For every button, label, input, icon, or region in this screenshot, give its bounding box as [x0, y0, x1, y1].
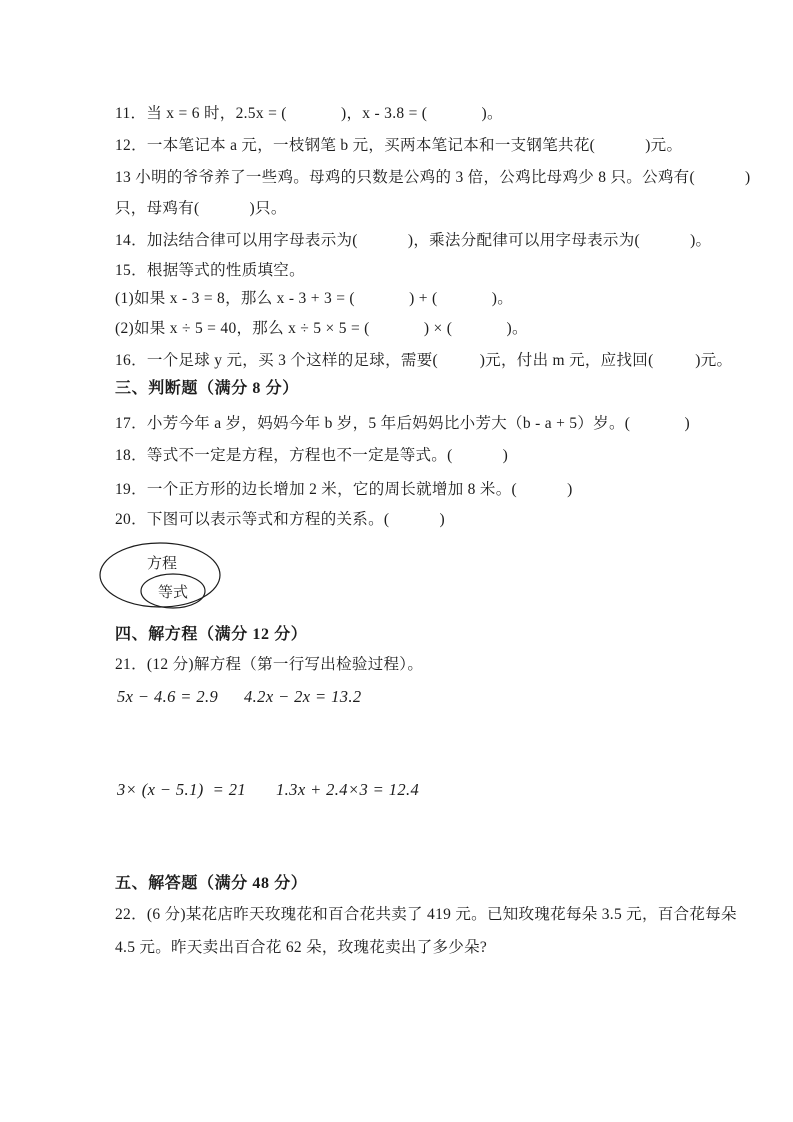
question-22-line1: 22．(6 分)某花店昨天玫瑰花和百合花共卖了 419 元。已知玫瑰花每朵 3.5 元，百合花每朵: [115, 906, 737, 923]
section-judge-title: 三、判断题（满分 8 分）: [115, 380, 299, 397]
question-15-sub2: (2)如果 x ÷ 5 = 40，那么 x ÷ 5 × 5 = ( ) × ( )。: [115, 320, 528, 337]
question-13-line2: 只，母鸡有( )只。: [115, 200, 287, 217]
question-20: 20．下图可以表示等式和方程的关系。( ): [115, 511, 445, 528]
question-19: 19．一个正方形的边长增加 2 米，它的周长就增加 8 米。( ): [115, 481, 573, 498]
question-18: 18．等式不一定是方程，方程也不一定是等式。( ): [115, 447, 509, 464]
section-answer-title: 五、解答题（满分 48 分）: [115, 875, 308, 892]
question-14: 14．加法结合律可以用字母表示为( )，乘法分配律可以用字母表示为( )。: [115, 232, 712, 249]
venn-diagram: [93, 538, 233, 616]
equation-2: 4.2x − 2x = 13.2: [244, 687, 362, 706]
question-16: 16．一个足球 y 元，买 3 个这样的足球，需要( )元，付出 m 元，应找回( )元。: [115, 352, 733, 369]
question-15-sub1: (1)如果 x - 3 = 8，那么 x - 3 + 3 = ( ) + ( )。: [115, 290, 514, 307]
question-15: 15．根据等式的性质填空。: [115, 262, 305, 279]
venn-outer-label: 方程: [146, 556, 178, 572]
question-13-line1: 13 小明的爷爷养了一些鸡。母鸡的只数是公鸡的 3 倍，公鸡比母鸡少 8 只。公鸡有( ): [115, 169, 751, 186]
question-17: 17．小芳今年 a 岁，妈妈今年 b 岁，5 年后妈妈比小芳大（b - a + 5）岁。( ): [115, 415, 690, 432]
equation-3: 3× (x − 5.1) = 21: [117, 780, 247, 799]
equation-1: 5x − 4.6 = 2.9: [117, 687, 219, 706]
venn-inner-label: 等式: [157, 585, 189, 601]
question-21: 21．(12 分)解方程（第一行写出检验过程）。: [115, 656, 424, 673]
question-12: 12．一本笔记本 a 元，一枝钢笔 b 元，买两本笔记本和一支钢笔共花( )元。: [115, 137, 683, 154]
question-22-line2: 4.5 元。昨天卖出百合花 62 朵，玫瑰花卖出了多少朵?: [115, 939, 488, 956]
section-solve-title: 四、解方程（满分 12 分）: [115, 626, 308, 643]
question-11: 11．当 x = 6 时，2.5x = ( )，x - 3.8 = ( )。: [115, 105, 503, 122]
equation-4: 1.3x + 2.4×3 = 12.4: [276, 780, 420, 799]
